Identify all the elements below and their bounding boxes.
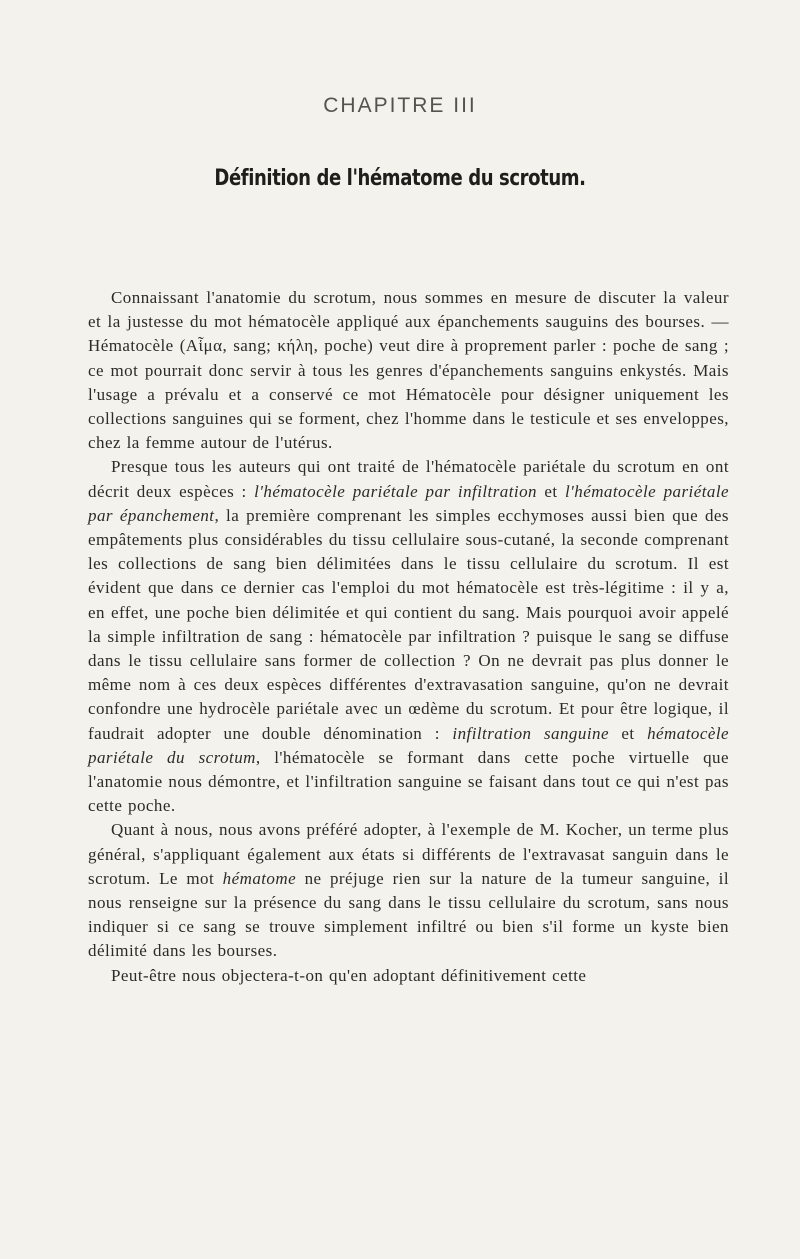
paragraph-text: , l'hématocèle se formant dans cette poche virtuelle que l'anatomie nous démontre, et l'infiltration sanguine se faisant dans tout ce qui n'est pas cette poche. bbox=[88, 747, 729, 816]
paragraph-text: et bbox=[608, 723, 648, 743]
paragraph-text: Presque tous les auteurs qui ont traité de l'hématocèle pariétale du scrotum en ont décrit deux espèces : bbox=[88, 457, 729, 501]
section-title: Définition de l'hématome du scrotum. bbox=[214, 166, 586, 191]
paragraph bbox=[88, 818, 729, 963]
italic-term: hématome bbox=[222, 868, 297, 888]
paragraph-text: et bbox=[537, 481, 565, 501]
body-text bbox=[88, 286, 729, 988]
italic-term: l'hématocèle pariétale par épanchement bbox=[88, 481, 730, 525]
paragraph-text: Peut-être nous objectera-t-on qu'en adoptant définitivement cette bbox=[111, 965, 587, 985]
italic-term: l'hématocèle pariétale par infiltration bbox=[254, 481, 537, 501]
paragraph-text: Quant à nous, nous avons préféré adopter, à l'exemple de M. Kocher, un terme plus général, s'appliquant également aux états si différents de l'extravasat sanguin dans le scrotum. Le mot bbox=[88, 820, 729, 888]
italic-term: hématocèle pariétale du scrotum bbox=[88, 723, 729, 767]
paragraph bbox=[88, 286, 729, 455]
paragraph bbox=[88, 964, 729, 988]
italic-term: infiltration sanguine bbox=[452, 723, 609, 743]
chapter-heading: CHAPITRE III bbox=[323, 94, 477, 117]
paragraph-text: ne préjuge rien sur la nature de la tumeur sanguine, il nous renseigne sur la présence du sang dans le tissu cellulaire du scrotum, sans nous indiquer si ce sang se trouve simplement infiltré ou bien s'il forme un kyste bien délimité dans les bourses. bbox=[88, 868, 729, 961]
paragraph-text: Connaissant l'anatomie du scrotum, nous sommes en mesure de discuter la valeur et la justesse du mot hématocèle appliqué aux épanchements sauguins des bourses. — Hématocèle (Αἷμα, sang; κήλη, poche) veut dire à proprement parler : poche de sang ; ce mot pourrait donc servir à tous les genres d'épanchements sanguins enkystés. Mais l'usage a prévalu et a conservé ce mot Hématocèle pour désigner uniquement les collections sanguines qui se forment, chez l'homme dans le testicule et ses enveloppes, chez la femme autour de l'utérus. bbox=[88, 288, 729, 453]
paragraph bbox=[88, 455, 729, 818]
paragraph-text: , la première comprenant les simples ecchymoses aussi bien que des empâtements plus considérables du tissu cellulaire sous-cutané, la seconde comprenant les collections de sang bien délimitées dans le tissu cellulaire du scrotum. Il est évident que dans ce dernier cas l'emploi du mot hématocèle est très-légitime : il y a, en effet, une poche bien délimitée et qui contient du sang. Mais pourquoi avoir appelé la simple infiltration de sang : hématocèle par infiltration ? puisque le sang se diffuse dans le tissu cellulaire sans former de collection ? On ne devrait pas plus donner le même nom à ces deux espèces différentes d'extravasation sanguine, qu'on ne devrait confondre une hydrocèle pariétale avec un œdème du scrotum. Et pour être logique, il faudrait adopter une double dénomination : bbox=[88, 505, 729, 743]
